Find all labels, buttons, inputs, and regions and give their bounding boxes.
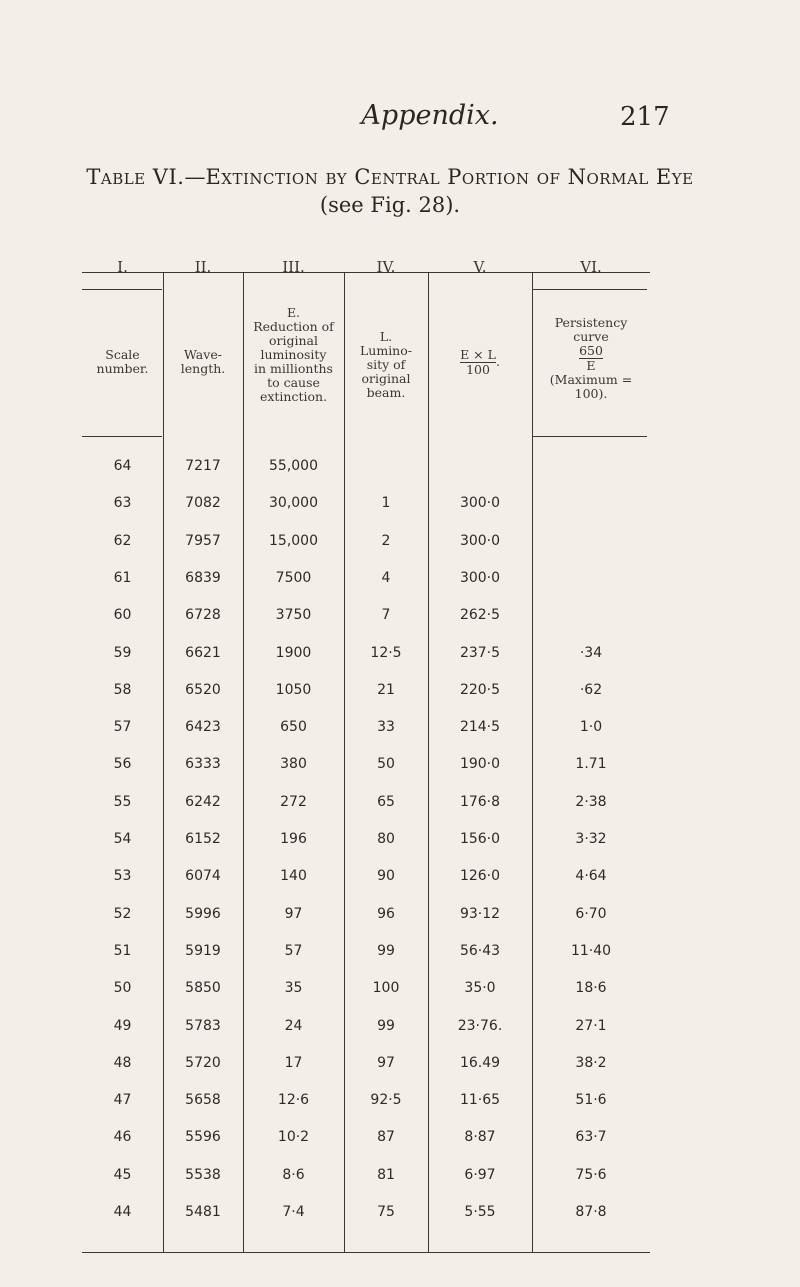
table-row [82,794,650,820]
cell-persistency: 2·38 [575,793,607,810]
cell-reduction: 10·2 [277,1129,310,1146]
cell-scale-number: 61 [113,569,132,586]
cell-e-times-l: 237·5 [459,644,501,661]
cell-reduction: 7·4 [282,1204,305,1220]
cell-reduction: 7500 [275,569,312,586]
cell-reduction: 272 [280,793,307,810]
cell-scale-number: 44 [113,1204,132,1220]
cell-e-times-l: 11·65 [459,1092,501,1109]
cell-luminosity: 100 [372,980,400,997]
table-row [82,943,650,969]
cell-e-times-l: 6·97 [464,1166,496,1183]
cell-wave-length: 5538 [185,1166,221,1183]
cell-wave-length: 6520 [185,681,221,698]
cell-persistency: 3·32 [575,831,607,847]
cell-reduction: 380 [280,756,307,773]
column-heading-reduction: E. Reduction of original luminosity in millionths to cause extinction. [253,305,334,404]
cell-scale-number: 46 [113,1129,132,1146]
caption-line-2: (see Fig. 28). [319,193,461,217]
cell-reduction: 17 [284,1054,303,1071]
cell-wave-length: 6242 [185,793,221,810]
cell-persistency: ·62 [579,681,603,698]
table-row [82,1055,650,1081]
cell-luminosity: 80 [377,831,395,847]
cell-wave-length: 5596 [185,1129,221,1146]
table-label: Table VI. [86,165,185,189]
cell-scale-number: 57 [113,719,132,736]
cell-scale-number: 59 [113,644,132,661]
cell-wave-length: 6152 [185,831,221,847]
table-row [82,719,650,745]
cell-reduction: 57 [284,942,303,959]
cell-persistency: 27·1 [575,1017,607,1034]
cell-wave-length: 7957 [185,532,221,549]
cell-scale-number: 60 [113,607,132,624]
cell-reduction: 140 [280,868,307,885]
cell-e-times-l: 214·5 [459,719,501,736]
cell-wave-length: 5996 [185,905,221,922]
table-rule-header [82,436,162,437]
cell-scale-number: 56 [113,756,132,773]
cell-e-times-l: 220·5 [459,681,501,698]
cell-persistency: 38·2 [575,1054,607,1071]
table-row [82,645,650,671]
table-row [82,495,650,521]
running-header [0,100,800,150]
cell-scale-number: 62 [113,532,132,549]
cell-scale-number: 51 [113,942,132,959]
column-number-5: V. [473,258,487,276]
cell-luminosity: 2 [381,532,391,549]
caption-line-1 [40,163,740,191]
table-row [82,1129,650,1155]
cell-reduction: 8·6 [282,1166,305,1183]
cell-reduction: 196 [280,831,307,847]
table-row [82,1204,650,1230]
running-title: Appendix. [361,100,499,131]
table-rule-roman-right [533,289,647,290]
cell-reduction: 55,000 [269,458,318,474]
column-number-2: II. [194,258,212,276]
cell-scale-number: 53 [113,868,132,885]
table-rule-roman [82,289,162,290]
cell-wave-length: 5783 [185,1017,221,1034]
column-number-6: VI. [580,258,602,276]
cell-luminosity: 33 [377,719,395,736]
cell-wave-length: 5720 [185,1054,221,1071]
table-row [82,831,650,857]
cell-reduction: 35 [284,980,303,997]
page-number: 217 [620,102,670,132]
cell-reduction: 650 [280,719,307,736]
caption-dash: — [184,165,206,189]
cell-persistency: 11·40 [570,942,612,959]
table-row [82,570,650,596]
cell-reduction: 24 [284,1017,303,1034]
cell-e-times-l: 56·43 [459,942,501,959]
table-row [82,1167,650,1193]
cell-e-times-l: 300·0 [459,569,501,586]
cell-persistency: 87·8 [575,1204,607,1220]
cell-scale-number: 52 [113,905,132,922]
table-row [82,980,650,1006]
cell-luminosity: 12·5 [370,644,402,661]
cell-wave-length: 6074 [185,868,221,885]
cell-luminosity: 4 [381,569,391,586]
cell-e-times-l: 300·0 [459,495,501,512]
cell-persistency: 1·0 [579,719,603,736]
cell-e-times-l: 8·87 [464,1129,496,1146]
cell-luminosity: 75 [377,1204,395,1220]
cell-reduction: 1050 [275,681,312,698]
cell-e-times-l: 176·8 [459,793,501,810]
cell-reduction: 3750 [275,607,312,624]
cell-e-times-l: 93·12 [459,905,501,922]
cell-wave-length: 7082 [185,495,221,512]
cell-wave-length: 6423 [185,719,221,736]
cell-persistency: 4·64 [575,868,607,885]
cell-luminosity: 81 [377,1166,395,1183]
cell-persistency: 75·6 [575,1166,607,1183]
cell-scale-number: 54 [113,831,132,847]
cell-scale-number: 50 [113,980,132,997]
table-row [82,906,650,932]
column-heading-luminosity: L. Lumino- sity of original beam. [359,329,412,400]
cell-persistency: 18·6 [575,980,607,997]
cell-scale-number: 49 [113,1017,132,1034]
cell-luminosity: 65 [377,793,395,810]
cell-reduction: 30,000 [269,495,318,512]
cell-luminosity: 97 [377,1054,395,1071]
cell-persistency: 1.71 [575,756,607,773]
cell-reduction: 12·6 [277,1092,310,1109]
cell-scale-number: 63 [113,495,132,512]
cell-scale-number: 64 [113,458,132,474]
cell-reduction: 15,000 [269,532,318,549]
cell-luminosity: 50 [377,756,395,773]
column-heading-wave-length: Wave- length. [180,347,226,376]
column-number-4: IV. [376,258,396,276]
column-heading-persistency: Persistency curve $\frac{650}{E}$ (Maximum = 100). [549,315,633,401]
cell-e-times-l: 16.49 [459,1054,501,1071]
table-row [82,533,650,559]
cell-luminosity: 96 [377,905,395,922]
cell-wave-length: 5850 [185,980,221,997]
cell-luminosity: 99 [377,942,395,959]
cell-wave-length: 7217 [185,458,221,474]
persistency-fraction: $\frac{650}{E}$ [579,343,603,373]
table-row [82,607,650,633]
cell-wave-length: 6621 [185,644,221,661]
cell-reduction: 97 [284,905,303,922]
cell-e-times-l: 262·5 [459,607,501,624]
cell-luminosity: 99 [377,1017,395,1034]
cell-e-times-l: 5·55 [464,1204,496,1220]
cell-luminosity: 87 [377,1129,395,1146]
cell-persistency: 6·70 [575,905,607,922]
cell-persistency: 63·7 [575,1129,607,1146]
cell-wave-length: 6333 [185,756,221,773]
cell-e-times-l: 126·0 [459,868,501,885]
cell-e-times-l: 35·0 [464,980,496,997]
cell-luminosity: 7 [381,607,391,624]
cell-wave-length: 6728 [185,607,221,624]
cell-wave-length: 5658 [185,1092,221,1109]
table-caption [40,163,740,219]
cell-reduction: 1900 [275,644,312,661]
cell-luminosity: 92·5 [370,1092,402,1109]
cell-scale-number: 55 [113,793,132,810]
cell-scale-number: 58 [113,681,132,698]
cell-scale-number: 45 [113,1166,132,1183]
cell-wave-length: 5481 [185,1204,221,1220]
column-heading-e-times-l: $\frac{E \times L}{100}$ . [460,347,500,377]
column-number-3: III. [282,258,305,276]
cell-luminosity: 1 [381,495,391,512]
table-row [82,1092,650,1118]
cell-persistency: 51·6 [575,1092,607,1109]
table-row [82,682,650,708]
cell-e-times-l: 190·0 [459,756,501,773]
column-number-1: I. [117,258,128,276]
column-heading-scale-number: Scale number. [96,347,149,376]
table-rule-bottom [82,1252,650,1253]
cell-e-times-l: 156·0 [459,831,501,847]
cell-wave-length: 5919 [185,942,221,959]
e-times-l-fraction: $\frac{E \times L}{100}$ [460,347,496,377]
cell-persistency: ·34 [579,644,603,661]
table-rule-header-right [533,436,647,437]
cell-luminosity: 21 [377,681,395,698]
table-row [82,458,650,484]
cell-e-times-l: 23·76. [457,1017,503,1034]
table-title: Extinction by Central Portion of Normal Eye [205,165,694,189]
table-row [82,756,650,782]
table-row [82,868,650,894]
cell-scale-number: 47 [113,1092,132,1109]
cell-wave-length: 6839 [185,569,221,586]
cell-e-times-l: 300·0 [459,532,501,549]
table-row [82,1018,650,1044]
cell-luminosity: 90 [377,868,395,885]
cell-scale-number: 48 [113,1054,132,1071]
